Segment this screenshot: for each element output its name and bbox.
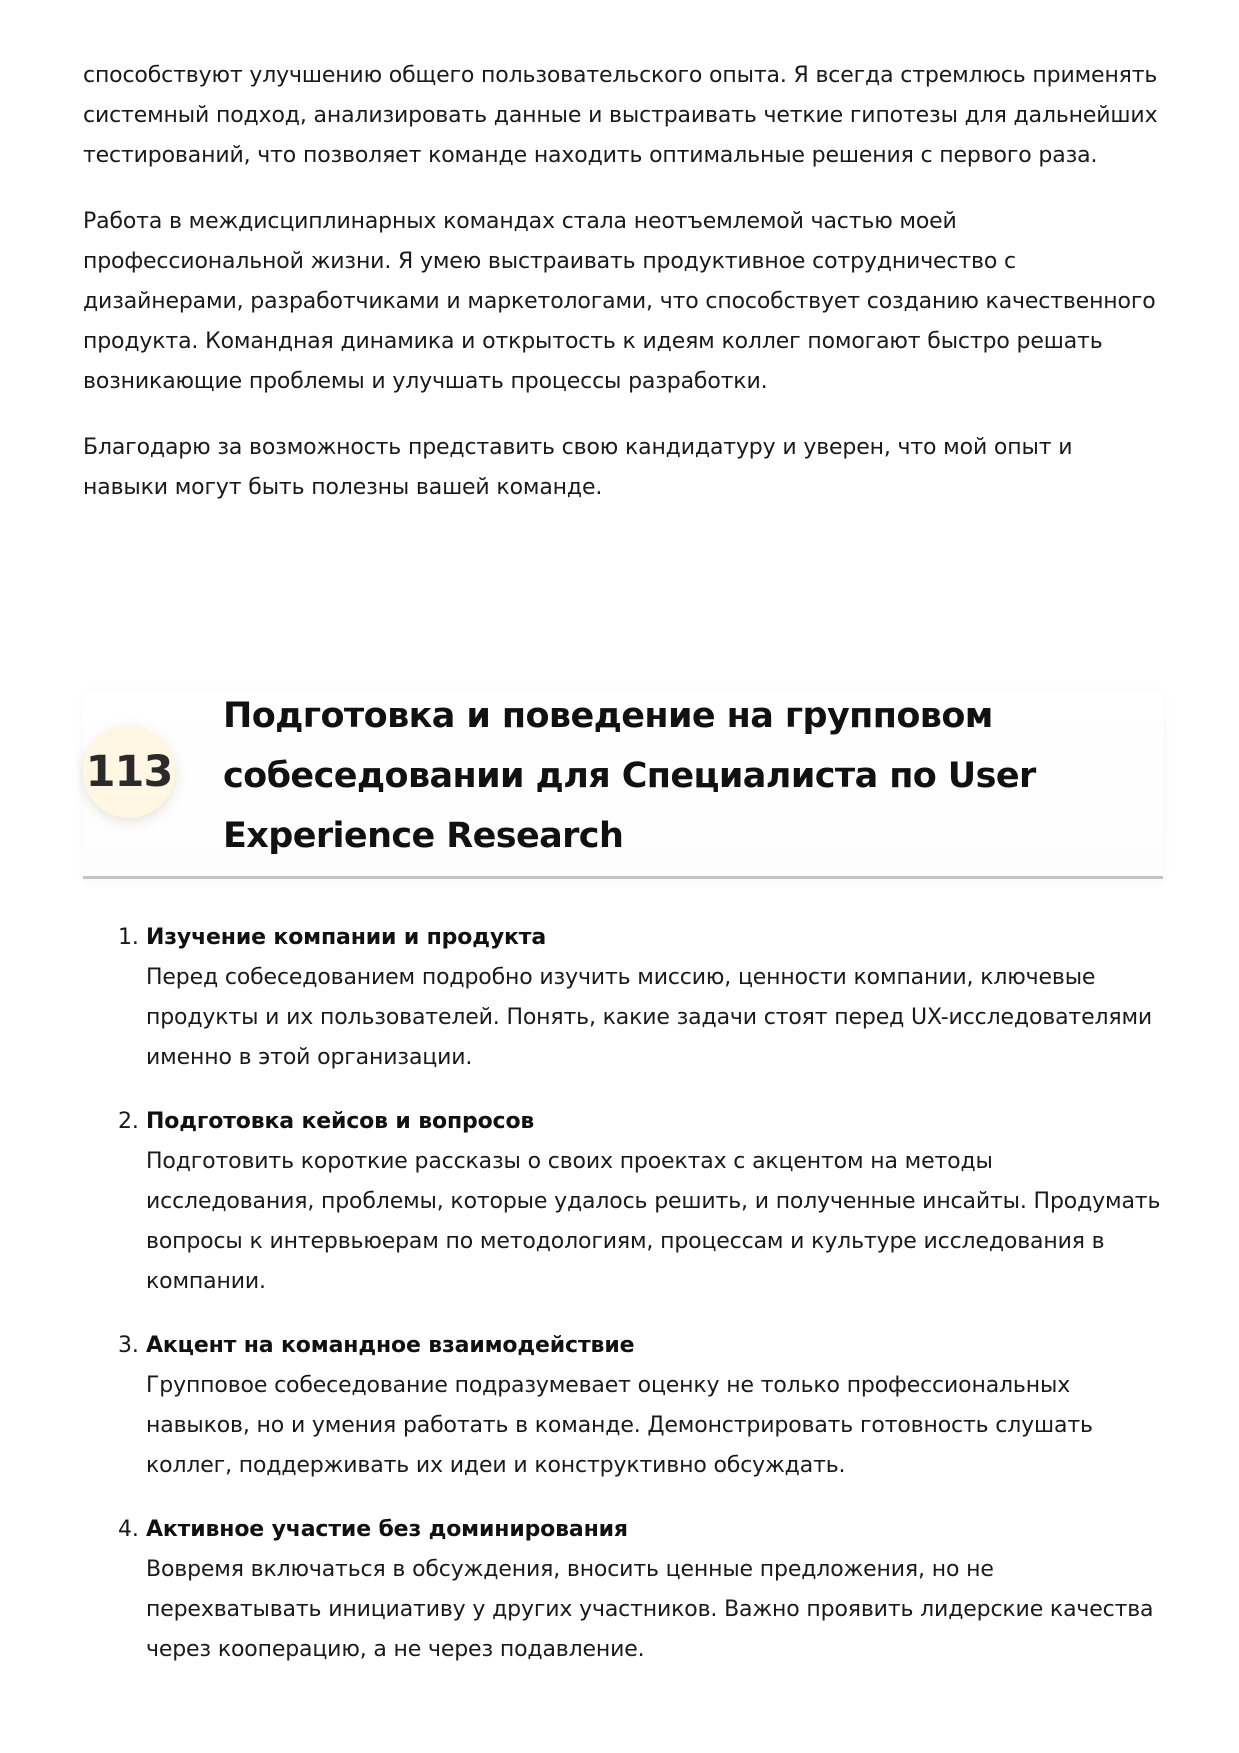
list-item-body: Вовремя включаться в обсуждения, вносить ценные предложения, но не перехватывать инициативу у других участников. Важно проявить лидерские качества через кооперацию, а не через подавление.: [146, 1557, 1154, 1662]
list-item-title: Акцент на командное взаимодействие: [146, 1333, 635, 1358]
intro-paragraph: Работа в междисциплинарных командах стала неотъемлемой частью моей профессиональной жизни. Я умею выстраивать продуктивное сотрудничество с дизайнерами, разработчиками и маркетологами, что способствует созданию качественного продукта. Командная динамика и открытость к идеям коллег помогают быстро решать возникающие проблемы и улучшать процессы разработки.: [83, 209, 1156, 394]
list-item-body: Групповое собеседование подразумевает оценку не только профессиональных навыков, но и умения работать в команде. Демонстрировать готовность слушать коллег, поддерживать их идеи и конструктивно обсуждать.: [146, 1373, 1093, 1478]
section-number-badge: 113: [83, 726, 175, 818]
list-item-number: 1.: [118, 925, 139, 950]
list-item-title: Подготовка кейсов и вопросов: [146, 1109, 535, 1134]
list-item: [83, 918, 1163, 1078]
list-item: [83, 1102, 1163, 1302]
list-item-title: Изучение компании и продукта: [146, 925, 547, 950]
list-item: [83, 1510, 1163, 1670]
list-item-number: 4.: [118, 1517, 139, 1542]
intro-paragraph: Благодарю за возможность представить свою кандидатуру и уверен, что мой опыт и навыки могут быть полезны вашей команде.: [83, 435, 1073, 500]
list-item-body: Перед собеседованием подробно изучить миссию, ценности компании, ключевые продукты и их пользователей. Понять, какие задачи стоят перед UX-исследователями именно в этой организации.: [146, 965, 1153, 1070]
intro-paragraph: способствуют улучшению общего пользовательского опыта. Я всегда стремлюсь применять системный подход, анализировать данные и выстраивать четкие гипотезы для дальнейших тестирований, что позволяет команде находить оптимальные решения с первого раза.: [83, 63, 1158, 168]
intro-text: [83, 56, 1163, 534]
list-item-body: Подготовить короткие рассказы о своих проектах с акцентом на методы исследования, проблемы, которые удалось решить, и полученные инсайты. Продумать вопросы к интервьюерам по методологиям, процессам и культуре исследования в компании.: [146, 1149, 1161, 1294]
list-item-number: 3.: [118, 1333, 139, 1358]
list-item: [83, 1326, 1163, 1486]
section-title: Подготовка и поведение на групповом собеседовании для Специалиста по User Experience Research: [223, 696, 1036, 856]
tips-list: [83, 918, 1163, 1694]
list-item-title: Активное участие без доминирования: [146, 1517, 628, 1542]
list-item-number: 2.: [118, 1109, 139, 1134]
section-header: [83, 690, 1163, 879]
